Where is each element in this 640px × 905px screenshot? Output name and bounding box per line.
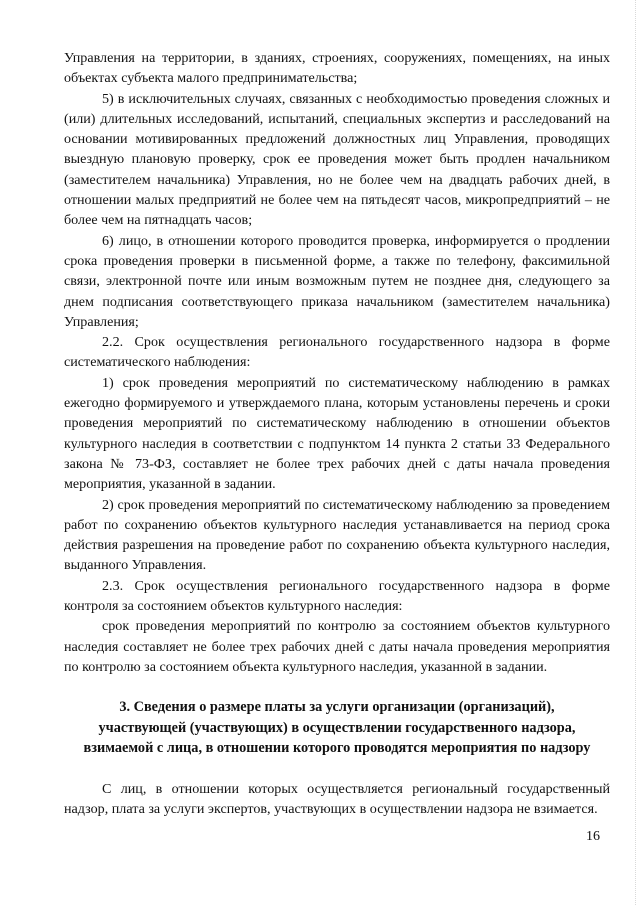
paragraph-section-2-2: 2.2. Срок осуществления регионального государственного надзора в форме систематического наблюдения: (64, 334, 610, 371)
paragraph-continuation: Управления на территории, в зданиях, строениях, сооружениях, помещениях, на иных объектах субъекта малого предпринимательства; (64, 50, 610, 87)
paragraph-section-2-3: 2.3. Срок осуществления регионального государственного надзора в форме контроля за состоянием объектов культурного наследия: (64, 577, 610, 615)
section-heading-line: 3. Сведения о размере платы за услуги организации (организаций), (119, 699, 555, 716)
paragraph-item-6-notification: 6) лицо, в отношении которого проводится проверка, информируется о продлении срока проведения проверки в письменной форме, а также по телефону, факсимильной связи, электронной почте или иным возможным путем не позднее дня, следующего за днем подписания соответствующего приказа начальником (заместителем начальника) Управления; (64, 232, 610, 330)
page-number: 16 (586, 829, 600, 844)
paragraph-observation-item-1: 1) срок проведения мероприятий по систематическому наблюдению в рамках ежегодно формируемого и утверждаемого плана, которым установлены перечень и сроки проведения мероприятий по систематическому наблюдению в отношении объектов культурного наследия в соответствии с подпунктом 14 пункта 2 статьи 33 Федерального закона № 73-ФЗ, составляет не более трех рабочих дней с даты начала проведения мероприятия, указанной в задании. (64, 374, 610, 493)
paragraph-item-5-extension: 5) в исключительных случаях, связанных с необходимостью проведения сложных и (или) длительных исследований, испытаний, специальных экспертиз и расследований на основании мотивированных предложений должностных лиц Управления, проводящих выездную плановую проверку, срок ее проведения может быть продлен начальником (заместителем начальника) Управления, но не более чем на двадцать рабочих дней, в отношении малых предприятий не более чем на пятьдесят часов, микропредприятий – не более чем на пятнадцать часов; (64, 90, 610, 229)
section-heading-line: участвующей (участвующих) в осуществлении государственного надзора, (98, 719, 576, 736)
document-page (64, 48, 610, 819)
page-edge-line (634, 0, 636, 905)
section-3-heading (64, 697, 610, 759)
section-heading-line: взимаемой с лица, в отношении которого проводятся мероприятия по надзору (83, 740, 591, 757)
paragraph-fee-statement: С лиц, в отношении которых осуществляется региональный государственный надзор, плата за услуги экспертов, участвующих в осуществлении надзора не взимается. (64, 780, 610, 817)
paragraph-observation-item-2: 2) срок проведения мероприятий по систематическому наблюдению за проведением работ по сохранению объектов культурного наследия устанавливается на период срока действия разрешения на проведение работ по сохранению объекта культурного наследия, выданного Управления. (64, 496, 610, 574)
paragraph-control-term: срок проведения мероприятий по контролю за состоянием объектов культурного наследия составляет не более трех рабочих дней с даты начала проведения мероприятия по контролю за состоянием объекта культурного наследия, указанной в задании. (64, 618, 610, 675)
